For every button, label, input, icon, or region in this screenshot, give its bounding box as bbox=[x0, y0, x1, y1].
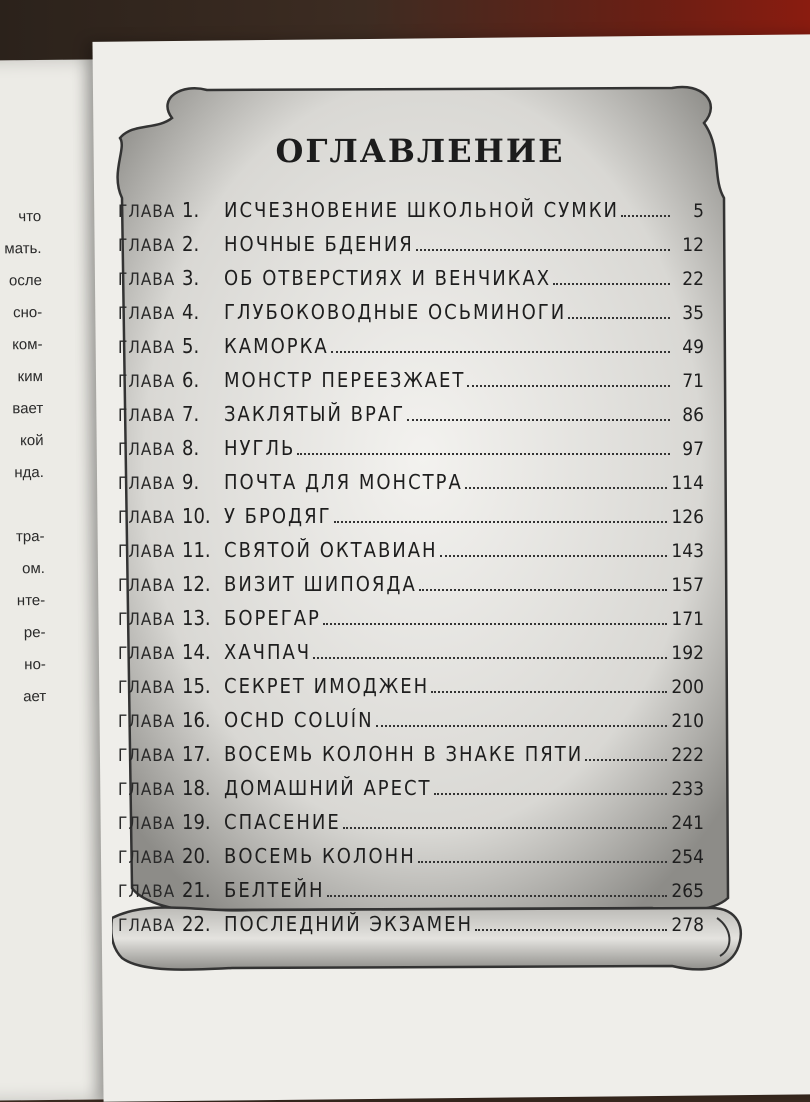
dot-leader bbox=[334, 520, 668, 523]
chapter-page: 233 bbox=[671, 778, 704, 800]
toc-row bbox=[118, 668, 704, 698]
chapter-label: ГЛАВА bbox=[118, 542, 176, 562]
chapter-page: 254 bbox=[671, 846, 704, 868]
chapter-title: НУГЛЬ bbox=[224, 436, 296, 460]
chapter-page: 22 bbox=[682, 268, 704, 290]
dot-leader bbox=[416, 248, 670, 251]
chapter-label: ГЛАВА bbox=[118, 576, 176, 596]
chapter-label: ГЛАВА bbox=[118, 406, 176, 426]
left-page-text-line: ре- bbox=[23, 623, 46, 642]
chapter-label: ГЛАВА bbox=[118, 678, 176, 698]
left-page-text-line: ким bbox=[17, 367, 43, 386]
left-page-text-line: что bbox=[18, 207, 42, 226]
toc-row bbox=[118, 498, 704, 528]
toc-row bbox=[118, 396, 704, 426]
dot-leader bbox=[585, 758, 667, 761]
dot-leader bbox=[297, 452, 670, 455]
dot-leader bbox=[440, 554, 668, 557]
chapter-label: ГЛАВА bbox=[118, 644, 176, 664]
chapter-title: СПАСЕНИЕ bbox=[224, 810, 341, 834]
chapter-number: 6. bbox=[182, 368, 200, 392]
toc-row bbox=[118, 260, 704, 290]
chapter-label: ГЛАВА bbox=[118, 474, 176, 494]
chapter-page: 157 bbox=[671, 574, 704, 596]
chapter-page: 241 bbox=[671, 812, 704, 834]
chapter-page: 278 bbox=[671, 914, 704, 936]
chapter-page: 171 bbox=[671, 608, 704, 630]
toc-row bbox=[118, 600, 704, 630]
chapter-label: ГЛАВА bbox=[118, 848, 176, 868]
left-page-text-line: сно- bbox=[12, 303, 43, 322]
chapter-page: 49 bbox=[682, 336, 704, 358]
chapter-number: 21. bbox=[182, 878, 211, 902]
chapter-title: OCHD COLUÍN bbox=[224, 708, 374, 732]
chapter-page: 5 bbox=[693, 200, 704, 222]
chapter-title: ВОСЕМЬ КОЛОНН В ЗНАКЕ ПЯТИ bbox=[224, 742, 584, 766]
dot-leader bbox=[467, 384, 670, 387]
chapter-number: 15. bbox=[182, 674, 211, 698]
chapter-number: 22. bbox=[182, 912, 211, 936]
chapter-label: ГЛАВА bbox=[118, 202, 176, 222]
dot-leader bbox=[568, 316, 670, 319]
dot-leader bbox=[331, 350, 670, 353]
chapter-title: ГЛУБОКОВОДНЫЕ ОСЬМИНОГИ bbox=[224, 300, 567, 324]
toc-row bbox=[118, 192, 704, 222]
chapter-title: СВЯТОЙ ОКТАВИАН bbox=[224, 538, 438, 562]
left-page-text-line: ом. bbox=[21, 559, 45, 578]
left-page-text-line: нда. bbox=[14, 463, 44, 482]
chapter-number: 10. bbox=[182, 504, 211, 528]
toc-row bbox=[118, 804, 704, 834]
left-page-text-line: нте- bbox=[16, 591, 46, 610]
chapter-number: 9. bbox=[182, 470, 200, 494]
chapter-label: ГЛАВА bbox=[118, 304, 176, 324]
chapter-page: 222 bbox=[671, 744, 704, 766]
chapter-title: НОЧНЫЕ БДЕНИЯ bbox=[224, 232, 414, 256]
chapter-number: 2. bbox=[182, 232, 200, 256]
chapter-number: 17. bbox=[182, 742, 211, 766]
toc-row bbox=[118, 566, 704, 596]
toc-row bbox=[118, 770, 704, 800]
toc-row bbox=[118, 702, 704, 732]
chapter-label: ГЛАВА bbox=[118, 236, 176, 256]
chapter-title: БОРЕГАР bbox=[224, 606, 321, 630]
dot-leader bbox=[465, 486, 668, 489]
left-page-text-line: но- bbox=[24, 655, 46, 674]
chapter-title: БЕЛТЕЙН bbox=[224, 878, 325, 902]
chapter-label: ГЛАВА bbox=[118, 440, 176, 460]
chapter-page: 114 bbox=[671, 472, 704, 494]
left-page-text-line: кой bbox=[19, 431, 44, 450]
chapter-page: 86 bbox=[682, 404, 704, 426]
chapter-page: 210 bbox=[671, 710, 704, 732]
dot-leader bbox=[434, 792, 668, 795]
chapter-page: 97 bbox=[682, 438, 704, 460]
chapter-page: 71 bbox=[682, 370, 704, 392]
chapter-title: МОНСТР ПЕРЕЕЗЖАЕТ bbox=[224, 368, 466, 392]
dot-leader bbox=[327, 894, 668, 897]
left-page-text-line: ком- bbox=[12, 335, 43, 354]
chapter-label: ГЛАВА bbox=[118, 882, 176, 902]
chapter-title: ИСЧЕЗНОВЕНИЕ ШКОЛЬНОЙ СУМКИ bbox=[224, 198, 619, 222]
chapter-title: ХАЧПАЧ bbox=[224, 640, 312, 664]
toc-row bbox=[118, 872, 704, 902]
left-page-text-line: осле bbox=[8, 271, 42, 290]
toc-row bbox=[118, 328, 704, 358]
chapter-title: ОБ ОТВЕРСТИЯХ И ВЕНЧИКАХ bbox=[224, 266, 552, 290]
chapter-number: 16. bbox=[182, 708, 211, 732]
chapter-label: ГЛАВА bbox=[118, 508, 176, 528]
chapter-label: ГЛАВА bbox=[118, 338, 176, 358]
chapter-page: 12 bbox=[682, 234, 704, 256]
chapter-number: 3. bbox=[182, 266, 200, 290]
chapter-number: 1. bbox=[182, 198, 200, 222]
chapter-label: ГЛАВА bbox=[118, 916, 176, 936]
left-page-text-line: вает bbox=[12, 399, 44, 418]
chapter-title: ПОЧТА ДЛЯ МОНСТРА bbox=[224, 470, 463, 494]
chapter-number: 12. bbox=[182, 572, 211, 596]
left-page-text-line: тра- bbox=[15, 527, 45, 546]
chapter-number: 19. bbox=[182, 810, 211, 834]
chapter-label: ГЛАВА bbox=[118, 814, 176, 834]
toc-row bbox=[118, 294, 704, 324]
chapter-label: ГЛАВА bbox=[118, 780, 176, 800]
chapter-title: ДОМАШНИЙ АРЕСТ bbox=[224, 776, 432, 800]
chapter-number: 18. bbox=[182, 776, 211, 800]
chapter-page: 265 bbox=[671, 880, 704, 902]
toc-row bbox=[118, 362, 704, 392]
toc-row bbox=[118, 464, 704, 494]
chapter-label: ГЛАВА bbox=[118, 610, 176, 630]
dot-leader bbox=[621, 214, 670, 217]
chapter-page: 35 bbox=[682, 302, 704, 324]
left-page-text-line: ает bbox=[23, 687, 47, 706]
dot-leader bbox=[553, 282, 670, 285]
toc-row bbox=[118, 430, 704, 460]
chapter-label: ГЛАВА bbox=[118, 372, 176, 392]
dot-leader bbox=[313, 656, 667, 659]
dot-leader bbox=[376, 724, 668, 727]
chapter-title: ЗАКЛЯТЫЙ ВРАГ bbox=[224, 402, 406, 426]
chapter-number: 5. bbox=[182, 334, 200, 358]
chapter-number: 4. bbox=[182, 300, 200, 324]
chapter-title: У БРОДЯГ bbox=[224, 504, 332, 528]
chapter-number: 8. bbox=[182, 436, 200, 460]
page-title: ОГЛАВЛЕНИЕ bbox=[275, 132, 565, 170]
chapter-number: 7. bbox=[182, 402, 200, 426]
toc-row bbox=[118, 906, 704, 936]
chapter-page: 143 bbox=[671, 540, 704, 562]
chapter-number: 14. bbox=[182, 640, 211, 664]
chapter-number: 20. bbox=[182, 844, 211, 868]
dot-leader bbox=[407, 418, 670, 421]
chapter-title: СЕКРЕТ ИМОДЖЕН bbox=[224, 674, 430, 698]
toc-row bbox=[118, 226, 704, 256]
chapter-title: КАМОРКА bbox=[224, 334, 329, 358]
dot-leader bbox=[431, 690, 667, 693]
dot-leader bbox=[475, 928, 667, 931]
chapter-title: ПОСЛЕДНИЙ ЭКЗАМЕН bbox=[224, 912, 473, 936]
chapter-title: ВИЗИТ ШИПОЯДА bbox=[224, 572, 417, 596]
toc-row bbox=[118, 532, 704, 562]
chapter-page: 126 bbox=[671, 506, 704, 528]
chapter-number: 11. bbox=[182, 538, 211, 562]
dot-leader bbox=[323, 622, 668, 625]
chapter-label: ГЛАВА bbox=[118, 712, 176, 732]
chapter-number: 13. bbox=[182, 606, 211, 630]
toc-row bbox=[118, 634, 704, 664]
dot-leader bbox=[343, 826, 668, 829]
dot-leader bbox=[418, 860, 668, 863]
dot-leader bbox=[419, 588, 668, 591]
toc-row bbox=[118, 838, 704, 868]
toc-row bbox=[118, 736, 704, 766]
chapter-page: 192 bbox=[671, 642, 704, 664]
chapter-label: ГЛАВА bbox=[118, 270, 176, 290]
chapter-page: 200 bbox=[671, 676, 704, 698]
chapter-label: ГЛАВА bbox=[118, 746, 176, 766]
chapter-title: ВОСЕМЬ КОЛОНН bbox=[224, 844, 416, 868]
left-page-text-line: мать. bbox=[4, 239, 42, 258]
